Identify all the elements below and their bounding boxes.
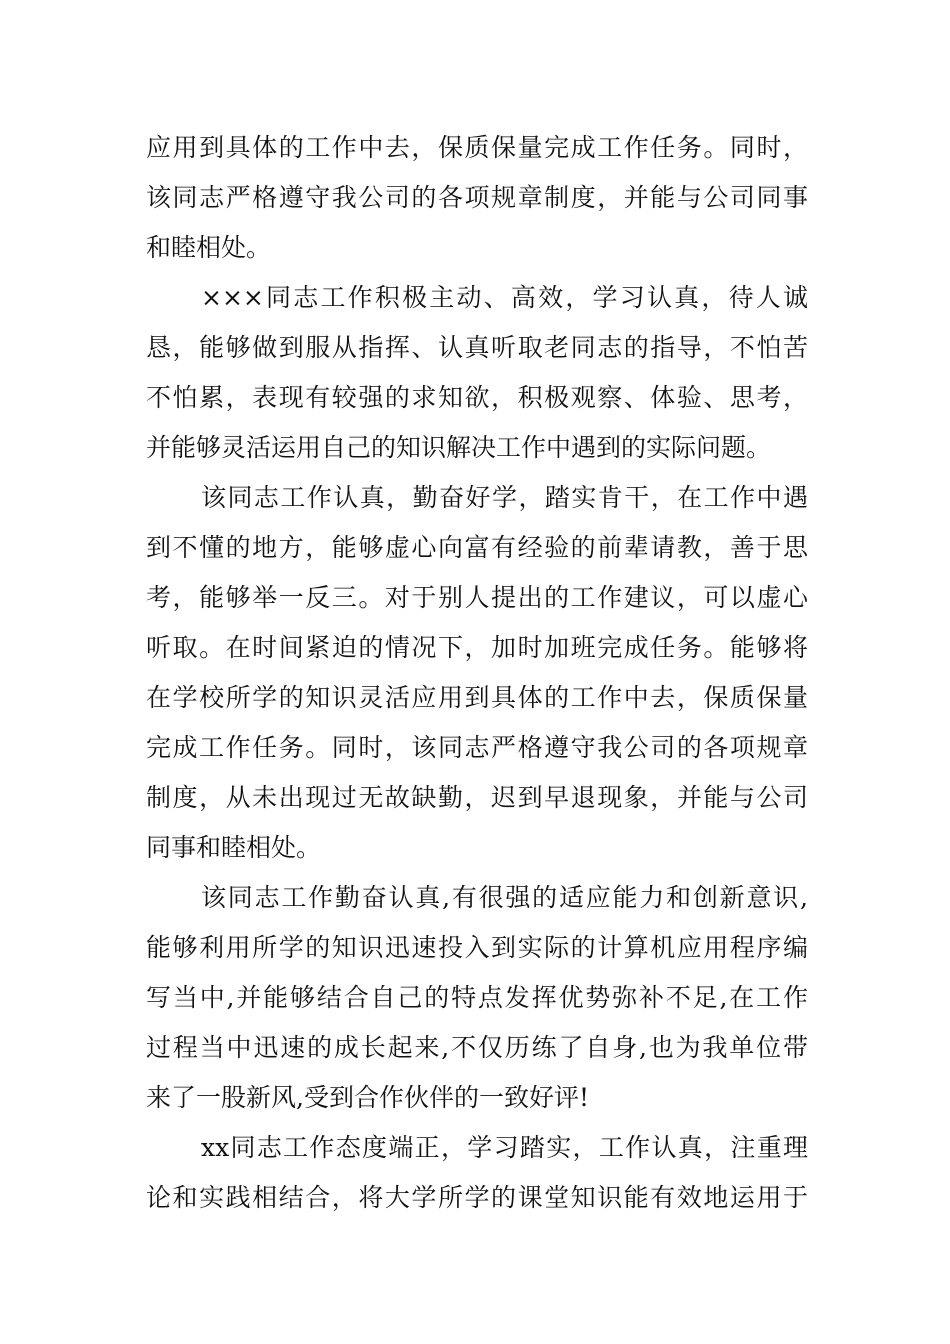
text-line: xx同志工作态度端正，学习踏实，工作认真，注重理 bbox=[201, 1133, 808, 1162]
text-line: 该同志工作勤奋认真,有很强的适应能力和创新意识, bbox=[201, 883, 808, 912]
text-line: 应用到具体的工作中去，保质保量完成工作任务。同时， bbox=[146, 133, 808, 162]
text-line: 考，能够举一反三。对于别人提出的工作建议，可以虚心 bbox=[146, 583, 808, 612]
paragraph bbox=[146, 123, 808, 273]
paragraph bbox=[146, 273, 808, 473]
text-line: ×××同志工作积极主动、高效，学习认真，待人诚 bbox=[201, 283, 808, 312]
paragraph bbox=[146, 473, 808, 873]
text-line: 写当中,并能够结合自己的特点发挥优势弥补不足,在工作 bbox=[146, 983, 808, 1012]
text-line: 不怕累，表现有较强的求知欲，积极观察、体验、思考， bbox=[146, 383, 808, 412]
paragraph bbox=[146, 873, 808, 1123]
text-line: 该同志严格遵守我公司的各项规章制度，并能与公司同事 bbox=[146, 183, 808, 212]
text-line: 完成工作任务。同时，该同志严格遵守我公司的各项规章 bbox=[146, 733, 808, 762]
text-line: 恳，能够做到服从指挥、认真听取老同志的指导，不怕苦 bbox=[146, 333, 808, 362]
text-line: 到不懂的地方，能够虚心向富有经验的前辈请教，善于思 bbox=[146, 533, 808, 562]
text-line: 能够利用所学的知识迅速投入到实际的计算机应用程序编 bbox=[146, 933, 808, 962]
text-line: 来了一股新风,受到合作伙伴的一致好评! bbox=[146, 1083, 589, 1112]
text-line: 该同志工作认真，勤奋好学，踏实肯干，在工作中遇 bbox=[201, 483, 808, 512]
text-line: 同事和睦相处。 bbox=[146, 833, 322, 862]
document-body bbox=[146, 123, 808, 1223]
text-line: 在学校所学的知识灵活应用到具体的工作中去，保质保量 bbox=[146, 683, 808, 712]
text-line: 听取。在时间紧迫的情况下，加时加班完成任务。能够将 bbox=[146, 633, 808, 662]
text-line: 制度，从未出现过无故缺勤，迟到早退现象，并能与公司 bbox=[146, 783, 808, 812]
text-line: 过程当中迅速的成长起来,不仅历练了自身,也为我单位带 bbox=[146, 1033, 808, 1062]
text-line: 并能够灵活运用自己的知识解决工作中遇到的实际问题。 bbox=[146, 433, 772, 462]
text-line: 论和实践相结合，将大学所学的课堂知识能有效地运用于 bbox=[146, 1183, 808, 1212]
paragraph bbox=[146, 1123, 808, 1223]
text-line: 和睦相处。 bbox=[146, 233, 272, 262]
